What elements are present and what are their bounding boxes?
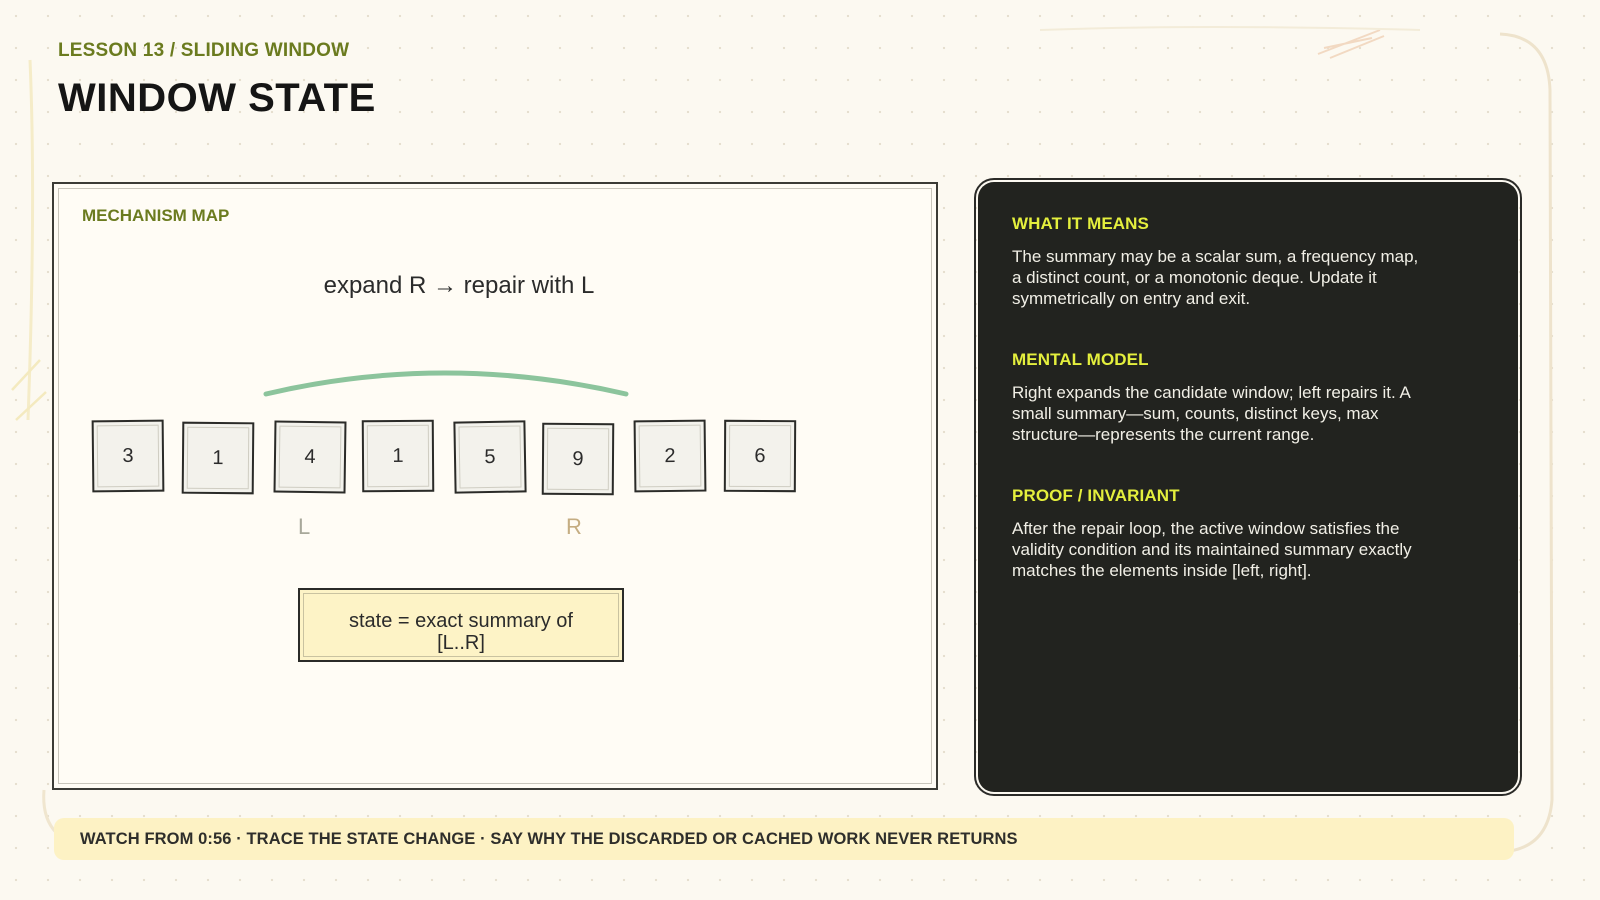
array-cells xyxy=(92,420,832,496)
section-body: The summary may be a scalar sum, a frequency map, a distinct count, or a monotonic deque. Update it symmetrically on entry and exit. xyxy=(1012,247,1419,308)
array-cell: 6 xyxy=(724,420,796,492)
lesson-eyebrow: LESSON 13 / SLIDING WINDOW xyxy=(58,40,350,61)
array-cell: 9 xyxy=(542,423,615,496)
footer-text: WATCH FROM 0:56 · TRACE THE STATE CHANGE · SAY WHY THE DISCARDED OR CACHED WORK NEVER RETURNS xyxy=(80,829,1018,848)
section-body: After the repair loop, the active window satisfies the validity condition and its maintained summary exactly matches the elements inside [left, right]. xyxy=(1012,519,1412,580)
array-cell: 5 xyxy=(453,420,526,493)
array-cell: 3 xyxy=(92,420,165,493)
right-pointer-label: R xyxy=(566,514,582,539)
section-proof-invariant xyxy=(1012,486,1432,581)
mechanism-map-label: MECHANISM MAP xyxy=(82,206,230,225)
section-body: Right expands the candidate window; left repairs it. A small summary—sum, counts, distinct keys, max structure—represents the current range. xyxy=(1012,383,1410,444)
footer-instruction-bar xyxy=(54,818,1514,860)
section-heading: PROOF / INVARIANT xyxy=(1012,486,1180,505)
window-arc xyxy=(254,364,634,404)
page-title: WINDOW STATE xyxy=(58,76,376,120)
state-summary-text: state = exact summary of [L..R] xyxy=(349,610,573,654)
array-cell: 1 xyxy=(182,422,255,495)
section-mental-model xyxy=(1012,350,1432,445)
mechanism-headline: expand R → repair with L xyxy=(323,272,595,299)
array-cell: 4 xyxy=(274,421,347,494)
section-heading: MENTAL MODEL xyxy=(1012,350,1149,369)
array-cell: 1 xyxy=(362,420,435,493)
mechanism-map-panel xyxy=(52,182,938,790)
info-panel xyxy=(978,182,1518,792)
section-what-it-means xyxy=(1012,214,1432,309)
section-heading: WHAT IT MEANS xyxy=(1012,214,1149,233)
array-cell: 2 xyxy=(634,420,707,493)
state-summary-box xyxy=(298,588,624,662)
left-pointer-label: L xyxy=(298,514,311,539)
